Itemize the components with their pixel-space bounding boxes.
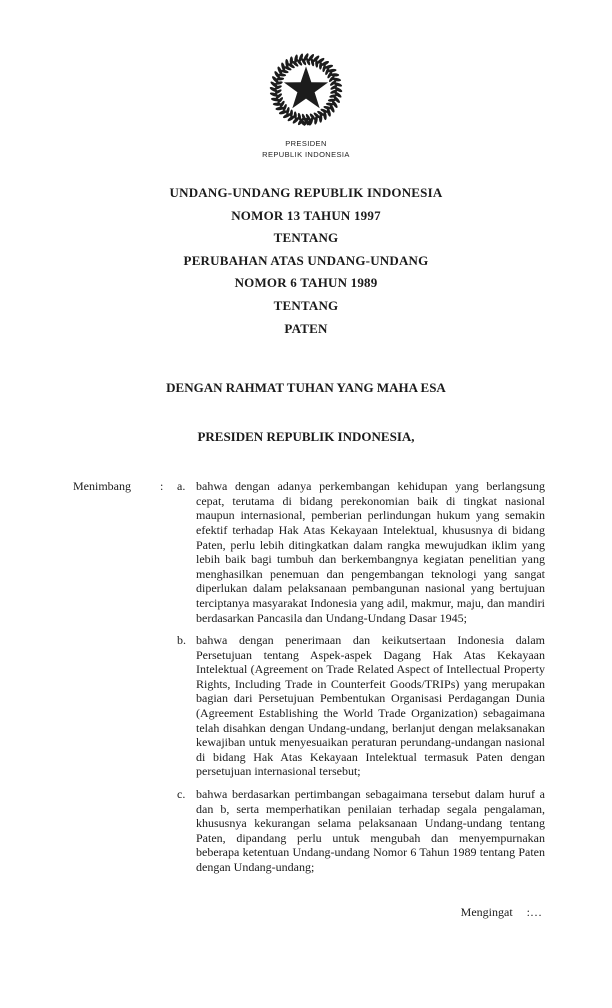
item-text-c: bahwa berdasarkan pertimbangan sebagaimana tersebut dalam huruf a dan b, serta memperhatikan penilaian terhadap segala pengalaman, khususnya kekurangan selama pelaksanaan Undang-undang tentang Paten, dipandang perlu untuk mengubah dan menyempurnakan beberapa ketentuan Undang-undang Nomor 6 Tahun 1989 tentang Paten dengan Undang-undang; [196,787,545,874]
considerations-section [73,479,545,874]
letterhead [0,0,612,160]
invocation-line: DENGAN RAHMAT TUHAN YANG MAHA ESA [166,380,446,396]
seal-label-republik-indonesia: REPUBLIK INDONESIA [262,150,350,159]
consideration-item-c [177,787,545,875]
title-line-3: TENTANG [273,230,339,246]
considerations-label: Menimbang [73,479,131,494]
seal-label [0,138,612,160]
item-marker-b: b. [177,633,186,648]
presidential-emblem-icon [263,50,349,136]
title-line-4: PERUBAHAN ATAS UNDANG-UNDANG [183,252,429,268]
item-marker-c: c. [177,787,186,802]
title-line-2: NOMOR 13 TAHUN 1997 [231,207,381,223]
catchword-gap [513,905,527,920]
law-title-block [0,182,612,340]
seal-label-presiden: PRESIDEN [285,139,327,148]
consideration-item-a [177,479,545,625]
title-line-1: UNDANG-UNDANG REPUBLIK INDONESIA [169,185,443,200]
authority-line: PRESIDEN REPUBLIK INDONESIA, [197,429,415,445]
title-line-6: TENTANG [273,297,339,313]
consideration-item-b [177,633,545,779]
title-line-7: PATEN [284,320,328,336]
item-marker-a: a. [177,479,186,494]
considerations-list [177,479,545,874]
considerations-separator: : [160,479,164,494]
item-text-b: bahwa dengan penerimaan dan keikutsertaan Indonesia dalam Persetujuan tentang Aspek-aspek Dagang Hak Atas Kekayaan Intelektual (Agreement on Trade Related Aspect of Intellectual Property Rights, Including Trade in Counterfeit Goods/TRIPs) yang merupakan bagian dari Persetujuan Pembentukan Organisasi Perdagangan Dunia (Agreement Establishing the World Trade Organization) sebagaimana telah disahkan dengan Undang-undang, berlanjut dengan melaksanakan kewajiban untuk menyesuaikan peraturan perundang-undangan nasional di bidang Hak Atas Kekayaan Intelektual termasuk Paten dengan persetujuan internasional tersebut; [196,633,545,779]
title-line-5: NOMOR 6 TAHUN 1989 [234,275,378,291]
catchword-label: Mengingat [460,905,513,919]
item-text-a: bahwa dengan adanya perkembangan kehidupan yang berlangsung cepat, terutama di bidang perekonomian baik di tingkat nasional maupun internasional, pemberian perlindungan hukum yang semakin efektif terhadap Hak Atas Kekayaan Intelektual, khususnya di bidang Paten, perlu lebih ditingkatkan dalam rangka mewujudkan iklim yang lebih baik bagi tumbuh dan berkembangnya kegiatan penelitian yang menghasilkan penemuan dan pengembangan teknologi yang sangat diperlukan dalam pelaksanaan pembangunan nasional yang bertujuan terciptanya masyarakat Indonesia yang adil, makmur, maju, dan mandiri berdasarkan Pancasila dan Undang-Undang Dasar 1945; [196,479,545,625]
catchword-value: :… [526,905,542,919]
star-icon [284,66,328,108]
catchword [461,905,542,920]
